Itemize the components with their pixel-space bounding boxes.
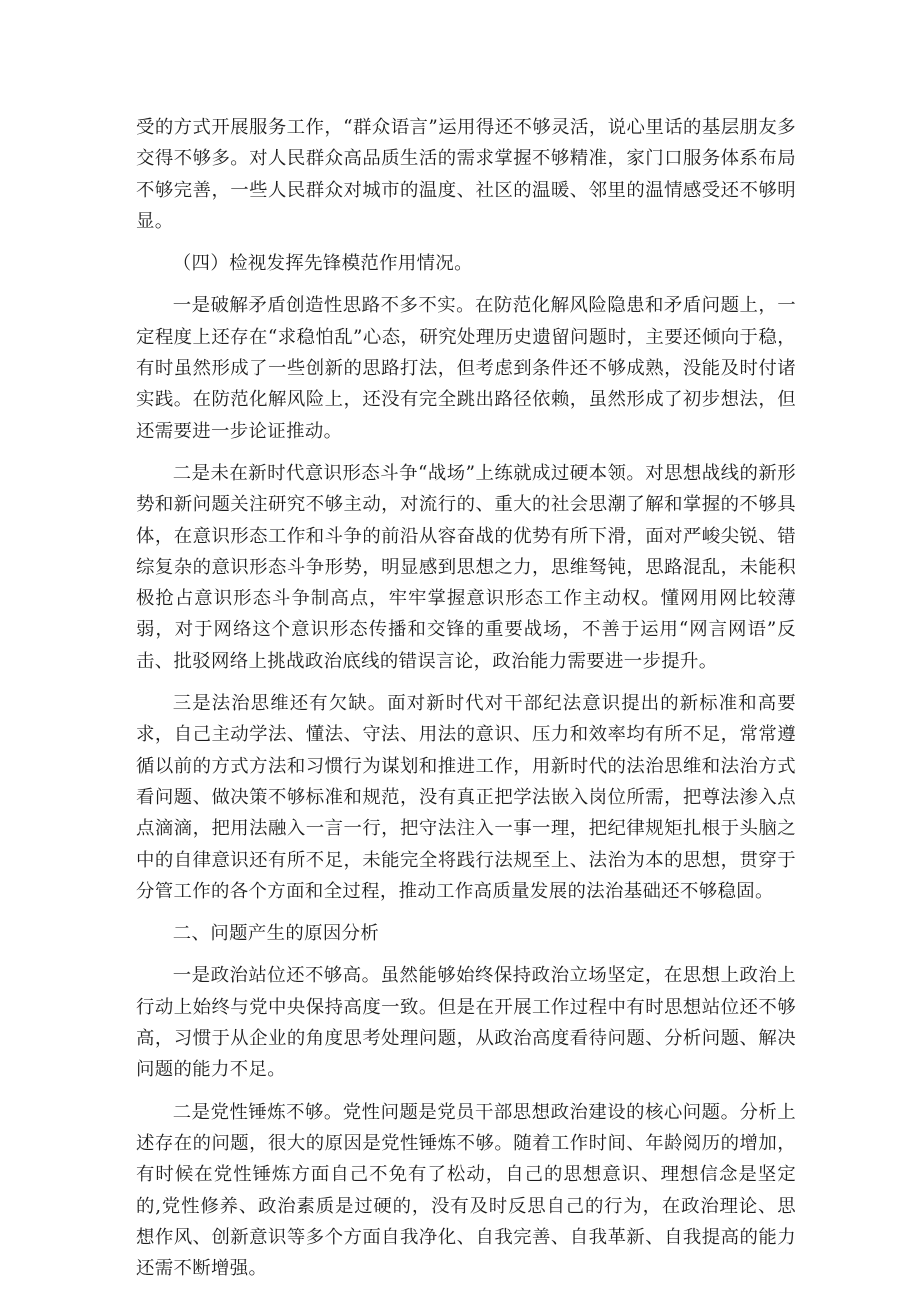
- paragraph-point-one: 一是破解矛盾创造性思路不多不实。在防范化解风险隐患和矛盾问题上，一定程度上还存在“求稳怕乱”心态，研究处理历史遗留问题时，主要还倾向于稳，有时虽然形成了一些创新的思路打法，但考虑到条件还不够成熟，没能及时付诸实践。在防范化解风险上，还没有完全跳出路径依赖，虽然形成了初步想法，但还需要进一步论证推动。: [136, 295, 796, 442]
- paragraph-continued: 受的方式开展服务工作，“群众语言”运用得还不够灵活，说心里话的基层朋友多交得不够多。对人民群众高品质生活的需求掌握不够精准，家门口服务体系布局不够完善，一些人民群众对城市的温度、社区的温暖、邻里的温情感受还不够明显。: [136, 117, 796, 232]
- paragraph-point-three: 三是法治思维还有欠缺。面对新时代对干部纪法意识提出的新标准和高要求，自己主动学法、懂法、守法、用法的意识、压力和效率均有所不足，常常遵循以前的方式方法和习惯行为谋划和推进工作，用新时代的法治思维和法治方式看问题、做决策不够标准和规范，没有真正把学法嵌入岗位所需，把尊法渗入点点滴滴，把用法融入一言一行，把守法注入一事一理，把纪律规矩扎根于头脑之中的自律意识还有所不足，未能完全将践行法规至上、法治为本的思想，贯穿于分管工作的各个方面和全过程，推动工作高质量发展的法治基础还不够稳固。: [136, 693, 796, 902]
- document-body: [136, 112, 796, 1284]
- section-heading-four: （四）检视发挥先锋模范作用情况。: [172, 253, 473, 275]
- section-heading-cause-analysis: 二、问题产生的原因分析: [172, 923, 380, 945]
- paragraph-cause-two: 二是党性锤炼不够。党性问题是党员干部思想政治建设的核心问题。分析上述存在的问题，很大的原因是党性锤炼不够。随着工作时间、年龄阅历的增加，有时候在党性锤炼方面自己不免有了松动，自己的思想意识、理想信念是坚定的,党性修养、政治素质是过硬的，没有及时反思自己的行为，在政治理论、思想作风、创新意识等多个方面自我净化、自我完善、自我革新、自我提高的能力还需不断增强。: [136, 1101, 796, 1280]
- paragraph-cause-one: 一是政治站位还不够高。虽然能够始终保持政治立场坚定，在思想上政治上行动上始终与党中央保持高度一致。但是在开展工作过程中有时思想站位还不够高，习惯于从企业的角度思考处理问题，从政治高度看待问题、分析问题、解决问题的能力不足。: [136, 965, 796, 1081]
- paragraph-point-two: 二是未在新时代意识形态斗争“战场”上练就成过硬本领。对思想战线的新形势和新问题关注研究不够主动，对流行的、重大的社会思潮了解和掌握的不够具体，在意识形态工作和斗争的前沿从容奋战的优势有所下滑，面对严峻尖锐、错综复杂的意识形态斗争形势，明显感到思想之力，思维驽钝，思路混乱，未能积极抢占意识形态斗争制高点，牢牢掌握意识形态工作主动权。懂网用网比较薄弱，对于网络这个意识形态传播和交锋的重要战场，不善于运用“网言网语”反击、批驳网络上挑战政治底线的错误言论，政治能力需要进一步提升。: [136, 462, 796, 672]
